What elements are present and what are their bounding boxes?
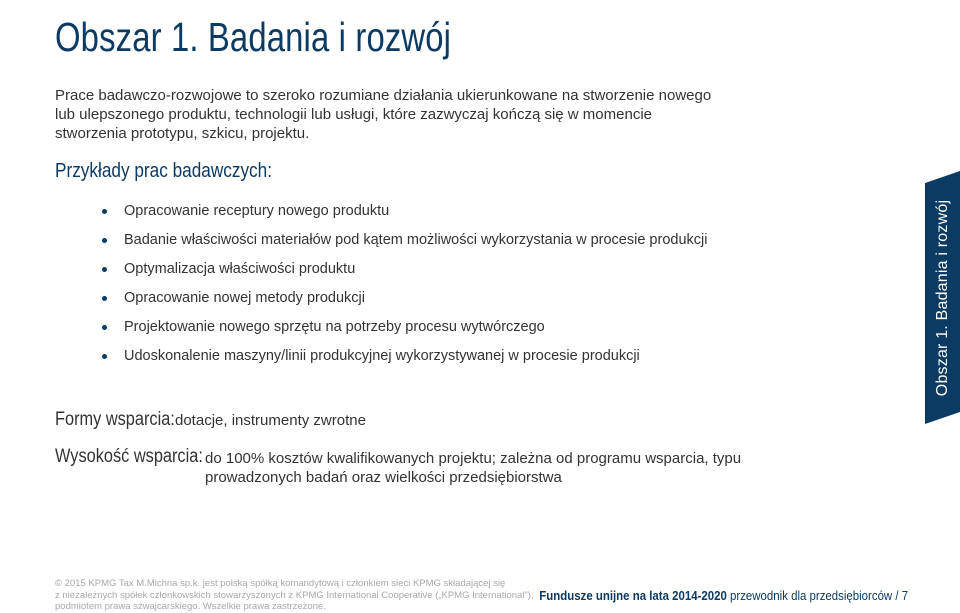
footer-legal-line: © 2015 KPMG Tax M.Michna sp.k. jest polską spółką komandytową i członkiem sieci KPMG składającej się <box>55 578 506 589</box>
side-tab-label: Obszar 1. Badania i rozwój <box>933 199 951 396</box>
support-forms-row <box>55 409 366 431</box>
list-item: Opracowanie receptury nowego produktu <box>100 202 720 221</box>
footer-legal-notice <box>55 578 534 613</box>
support-amount-label: Wysokość wsparcia: <box>55 446 203 467</box>
examples-list <box>100 202 720 376</box>
footer-publication <box>539 588 908 603</box>
intro-paragraph: Prace badawczo-rozwojowe to szeroko rozumiane działania ukierunkowane na stworzenie nowego lub ulepszonego produktu, technologii lub usługi, które zazwyczaj kończą się w momencie stworzenia prototypu, szkicu, projektu. <box>55 87 712 142</box>
page-title: Obszar 1. Badania i rozwój <box>55 14 452 60</box>
support-forms-label: Formy wsparcia: <box>55 409 175 430</box>
list-item: Opracowanie nowej metody produkcji <box>100 289 720 308</box>
section-side-tab <box>925 183 960 412</box>
support-forms-value: dotacje, instrumenty zwrotne <box>175 412 366 429</box>
list-item: Optymalizacja właściwości produktu <box>100 260 720 279</box>
publication-title: Fundusze unijne na lata 2014-2020 <box>539 588 727 603</box>
list-item: Badanie właściwości materiałów pod kątem możliwości wykorzystania w procesie produkcji <box>100 231 720 250</box>
support-amount-value: do 100% kosztów kwalifikowanych projektu; zależna od programu wsparcia, typu prowadzonych badań oraz wielkości przedsiębiorstwa <box>205 450 742 486</box>
list-item: Udoskonalenie maszyny/linii produkcyjnej wykorzystywanej w procesie produkcji <box>100 347 720 366</box>
support-amount-row <box>55 446 742 486</box>
publication-subtitle: przewodnik dla przedsiębiorców / 7 <box>729 588 908 603</box>
examples-heading: Przykłady prac badawczych: <box>55 160 273 182</box>
footer-legal-line: z niezależnych spółek członkowskich stowarzyszonych z KPMG International Cooperative („KPMG International"), <box>55 589 534 601</box>
list-item: Projektowanie nowego sprzętu na potrzeby procesu wytwórczego <box>100 318 720 337</box>
footer-legal-line: podmiotem prawa szwajcarskiego. Wszelkie prawa zastrzeżone. <box>55 601 326 612</box>
